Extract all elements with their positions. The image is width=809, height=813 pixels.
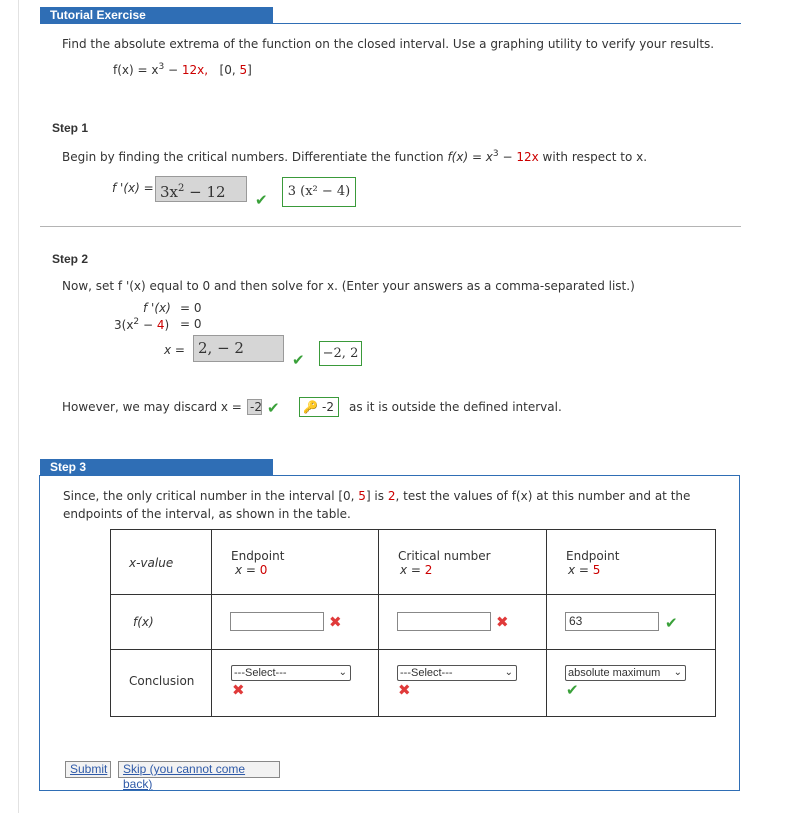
col1-title: Endpoint: [231, 549, 285, 563]
table-cell: [212, 595, 379, 650]
col2-conclusion-select[interactable]: [397, 665, 517, 681]
function-minus: −: [164, 63, 182, 77]
eq2-lhs: [114, 317, 169, 332]
step1-text-after: with respect to x.: [542, 150, 648, 164]
step3-header: [40, 459, 273, 475]
table-cell: [379, 650, 547, 717]
step3-text-a: Since, the only critical number in the interval [0,: [63, 489, 359, 503]
col3-title: Endpoint: [566, 549, 620, 563]
discard-correct-value: -2: [322, 400, 334, 414]
tutorial-title: Tutorial Exercise: [50, 8, 146, 22]
step3-text-line2: endpoints of the interval, as shown in the table.: [63, 507, 351, 521]
function-exponent: 3: [158, 62, 165, 72]
table-cell: [111, 530, 212, 595]
test-values-table: [110, 529, 716, 717]
col2-conclusion-value: ---Select---: [400, 667, 453, 679]
step-divider: [40, 226, 741, 227]
eq1-lhs: f '(x): [143, 301, 171, 315]
problem-function: [113, 62, 252, 77]
table-cell: [547, 530, 716, 595]
tutorial-header: [40, 7, 273, 24]
function-term: 12x,: [181, 63, 209, 77]
derivative-answer-box[interactable]: [155, 176, 247, 202]
eq2-lhs-b: −: [139, 318, 157, 332]
col1-fx-input[interactable]: [230, 612, 324, 631]
critical-numbers-correct-answer: −2, 2: [319, 341, 362, 366]
skip-button[interactable]: Skip (you cannot come back): [118, 761, 280, 778]
discard-after-text: as it is outside the defined interval.: [349, 400, 562, 414]
table-cell: [111, 595, 212, 650]
step1-fx: f(x) = x: [447, 150, 493, 164]
col2-x: [400, 563, 432, 577]
col1-x-value: 0: [259, 563, 268, 577]
derivative-correct-answer: 3 (x² − 4): [282, 177, 356, 207]
derivative-answer-exp: 2: [178, 183, 185, 194]
step1-text-before: Begin by finding the critical numbers. Differentiate the function: [62, 150, 444, 164]
col3-fx-input[interactable]: 63: [565, 612, 659, 631]
col3-x-label: x =: [568, 563, 593, 577]
step2-text: Now, set f '(x) equal to 0 and then solve for x. (Enter your answers as a comma-separated list.): [62, 279, 635, 293]
step3-text-d: 2: [387, 489, 396, 503]
cross-icon: ✖: [398, 681, 411, 699]
step3-text-e: , test the values of f(x) at this number and at the: [395, 489, 691, 503]
table-row: [111, 595, 716, 650]
step3-text-c: ] is: [365, 489, 388, 503]
table-cell: [547, 650, 716, 717]
left-margin-line: [18, 0, 19, 813]
step1-text: [62, 149, 647, 164]
table-cell: [379, 595, 547, 650]
col3-x-value: 5: [592, 563, 601, 577]
chevron-down-icon: ⌄: [338, 667, 347, 678]
check-icon: ✔: [292, 351, 305, 369]
derivative-answer-base: 3x: [160, 183, 179, 201]
step3-text-line1: [63, 489, 690, 503]
row-header-x-value: x-value: [129, 556, 174, 570]
col1-conclusion-select[interactable]: [231, 665, 351, 681]
col2-title: Critical number: [398, 549, 491, 563]
table-cell: [212, 530, 379, 595]
step1-fx-exp: 3: [492, 149, 499, 159]
cross-icon: ✖: [496, 613, 509, 631]
table-row: [111, 650, 716, 717]
x-label: x =: [164, 343, 185, 357]
col3-x: [568, 563, 600, 577]
col1-x: [235, 563, 267, 577]
col2-fx-input[interactable]: [397, 612, 491, 631]
derivative-answer-rest: − 12: [184, 183, 226, 201]
table-cell: [547, 595, 716, 650]
col1-conclusion-value: ---Select---: [234, 667, 287, 679]
check-icon: ✔: [267, 399, 280, 417]
eq2-lhs-d: ): [164, 318, 170, 332]
eq2-lhs-exp: 2: [133, 317, 140, 327]
col2-x-label: x =: [400, 563, 425, 577]
col1-x-label: x =: [235, 563, 260, 577]
derivative-label: f '(x) =: [112, 181, 154, 195]
critical-numbers-answer-box[interactable]: 2, − 2: [193, 335, 284, 362]
step2-label: Step 2: [52, 252, 89, 266]
discard-text: However, we may discard x =: [62, 400, 242, 414]
step3-label: Step 3: [50, 460, 87, 474]
row-header-conclusion: Conclusion: [129, 674, 195, 688]
cross-icon: ✖: [232, 681, 245, 699]
check-icon: ✔: [255, 191, 268, 209]
eq1-rhs: = 0: [180, 301, 202, 315]
step1-fx-minus: −: [498, 150, 517, 164]
step1-fx-term: 12x: [516, 150, 539, 164]
step3-text-b: 5: [358, 489, 366, 503]
row-header-fx: f(x): [133, 615, 154, 629]
chevron-down-icon: ⌄: [673, 667, 682, 678]
cross-icon: ✖: [329, 613, 342, 631]
col3-conclusion-value: absolute maximum: [568, 667, 661, 679]
check-icon: ✔: [665, 614, 678, 632]
interval-open: [0,: [219, 63, 240, 77]
table-cell: [212, 650, 379, 717]
header-rule: [40, 23, 741, 24]
eq2-rhs: = 0: [180, 317, 202, 331]
chevron-down-icon: ⌄: [504, 667, 513, 678]
key-icon: 🔑: [303, 400, 318, 414]
function-lhs: f(x) = x: [113, 63, 159, 77]
step1-label: Step 1: [52, 121, 89, 135]
problem-instruction: Find the absolute extrema of the function on the closed interval. Use a graphing utility to verify your results.: [62, 37, 715, 51]
eq2-lhs-c: 4: [156, 318, 165, 332]
interval-end: 5: [239, 63, 248, 77]
col2-x-value: 2: [424, 563, 433, 577]
col3-conclusion-select[interactable]: [565, 665, 686, 681]
eq2-lhs-a: 3(x: [114, 318, 134, 332]
check-icon: ✔: [566, 681, 579, 699]
table-cell: [379, 530, 547, 595]
submit-button[interactable]: Submit: [65, 761, 111, 778]
discard-correct-answer: [299, 397, 339, 417]
discard-answer-box[interactable]: -2: [247, 399, 262, 415]
table-cell: [111, 650, 212, 717]
table-row: [111, 530, 716, 595]
interval-close: ]: [247, 63, 252, 77]
